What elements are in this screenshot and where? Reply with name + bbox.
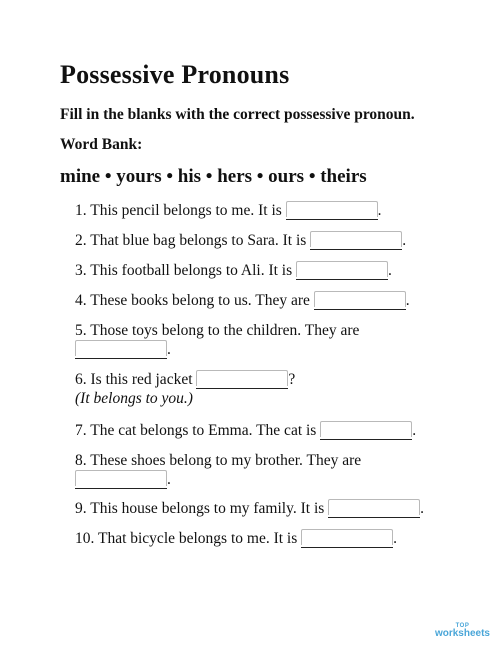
answer-blank[interactable] xyxy=(75,340,167,359)
question-end: . xyxy=(405,292,410,309)
question-3 xyxy=(75,261,392,280)
question-5 xyxy=(75,321,359,359)
question-end: . xyxy=(377,202,382,219)
question-9 xyxy=(75,499,424,518)
question-text: 6. Is this red jacket xyxy=(75,371,197,388)
answer-blank[interactable] xyxy=(314,291,406,310)
answer-blank[interactable] xyxy=(286,201,378,220)
question-6 xyxy=(75,370,295,408)
question-end: ? xyxy=(288,371,296,388)
answer-blank[interactable] xyxy=(301,529,393,548)
answer-blank[interactable] xyxy=(328,499,420,518)
answer-blank[interactable] xyxy=(320,421,412,440)
question-8 xyxy=(75,451,361,489)
question-end: . xyxy=(167,471,171,488)
logo-top-text: TOP xyxy=(455,623,470,629)
question-2 xyxy=(75,231,406,250)
logo-bottom-text: worksheets xyxy=(434,628,490,639)
question-end: . xyxy=(167,341,171,358)
question-end: . xyxy=(412,422,417,439)
answer-blank[interactable] xyxy=(310,231,402,250)
answer-blank[interactable] xyxy=(196,370,288,389)
answer-blank[interactable] xyxy=(296,261,388,280)
page-title: Possessive Pronouns xyxy=(60,60,290,89)
question-text: 4. These books belong to us. They are xyxy=(75,292,314,309)
word-bank-words: mine • yours • his • hers • ours • theirs xyxy=(60,166,367,187)
question-1 xyxy=(75,201,382,220)
question-end: . xyxy=(402,232,407,249)
question-text: 10. That bicycle belongs to me. It is xyxy=(75,530,302,547)
question-7 xyxy=(75,421,416,440)
question-text: 3. This football belongs to Ali. It is xyxy=(75,262,297,279)
question-end: . xyxy=(393,530,398,547)
question-text: 1. This pencil belongs to me. It is xyxy=(75,202,286,219)
question-hint: (It belongs to you.) xyxy=(75,390,193,407)
answer-blank[interactable] xyxy=(75,470,167,489)
question-end: . xyxy=(420,500,425,517)
question-text: 7. The cat belongs to Emma. The cat is xyxy=(75,422,321,439)
question-10 xyxy=(75,529,397,548)
question-4 xyxy=(75,291,410,310)
question-text: 8. These shoes belong to my brother. They are xyxy=(75,452,362,469)
question-text: 9. This house belongs to my family. It is xyxy=(75,500,329,517)
topworksheets-logo xyxy=(435,623,490,639)
question-text: 5. Those toys belong to the children. They are xyxy=(75,322,360,339)
word-bank-label: Word Bank: xyxy=(60,136,143,153)
instructions: Fill in the blanks with the correct possessive pronoun. xyxy=(60,106,415,123)
question-end: . xyxy=(388,262,392,279)
question-text: 2. That blue bag belongs to Sara. It is xyxy=(75,232,311,249)
